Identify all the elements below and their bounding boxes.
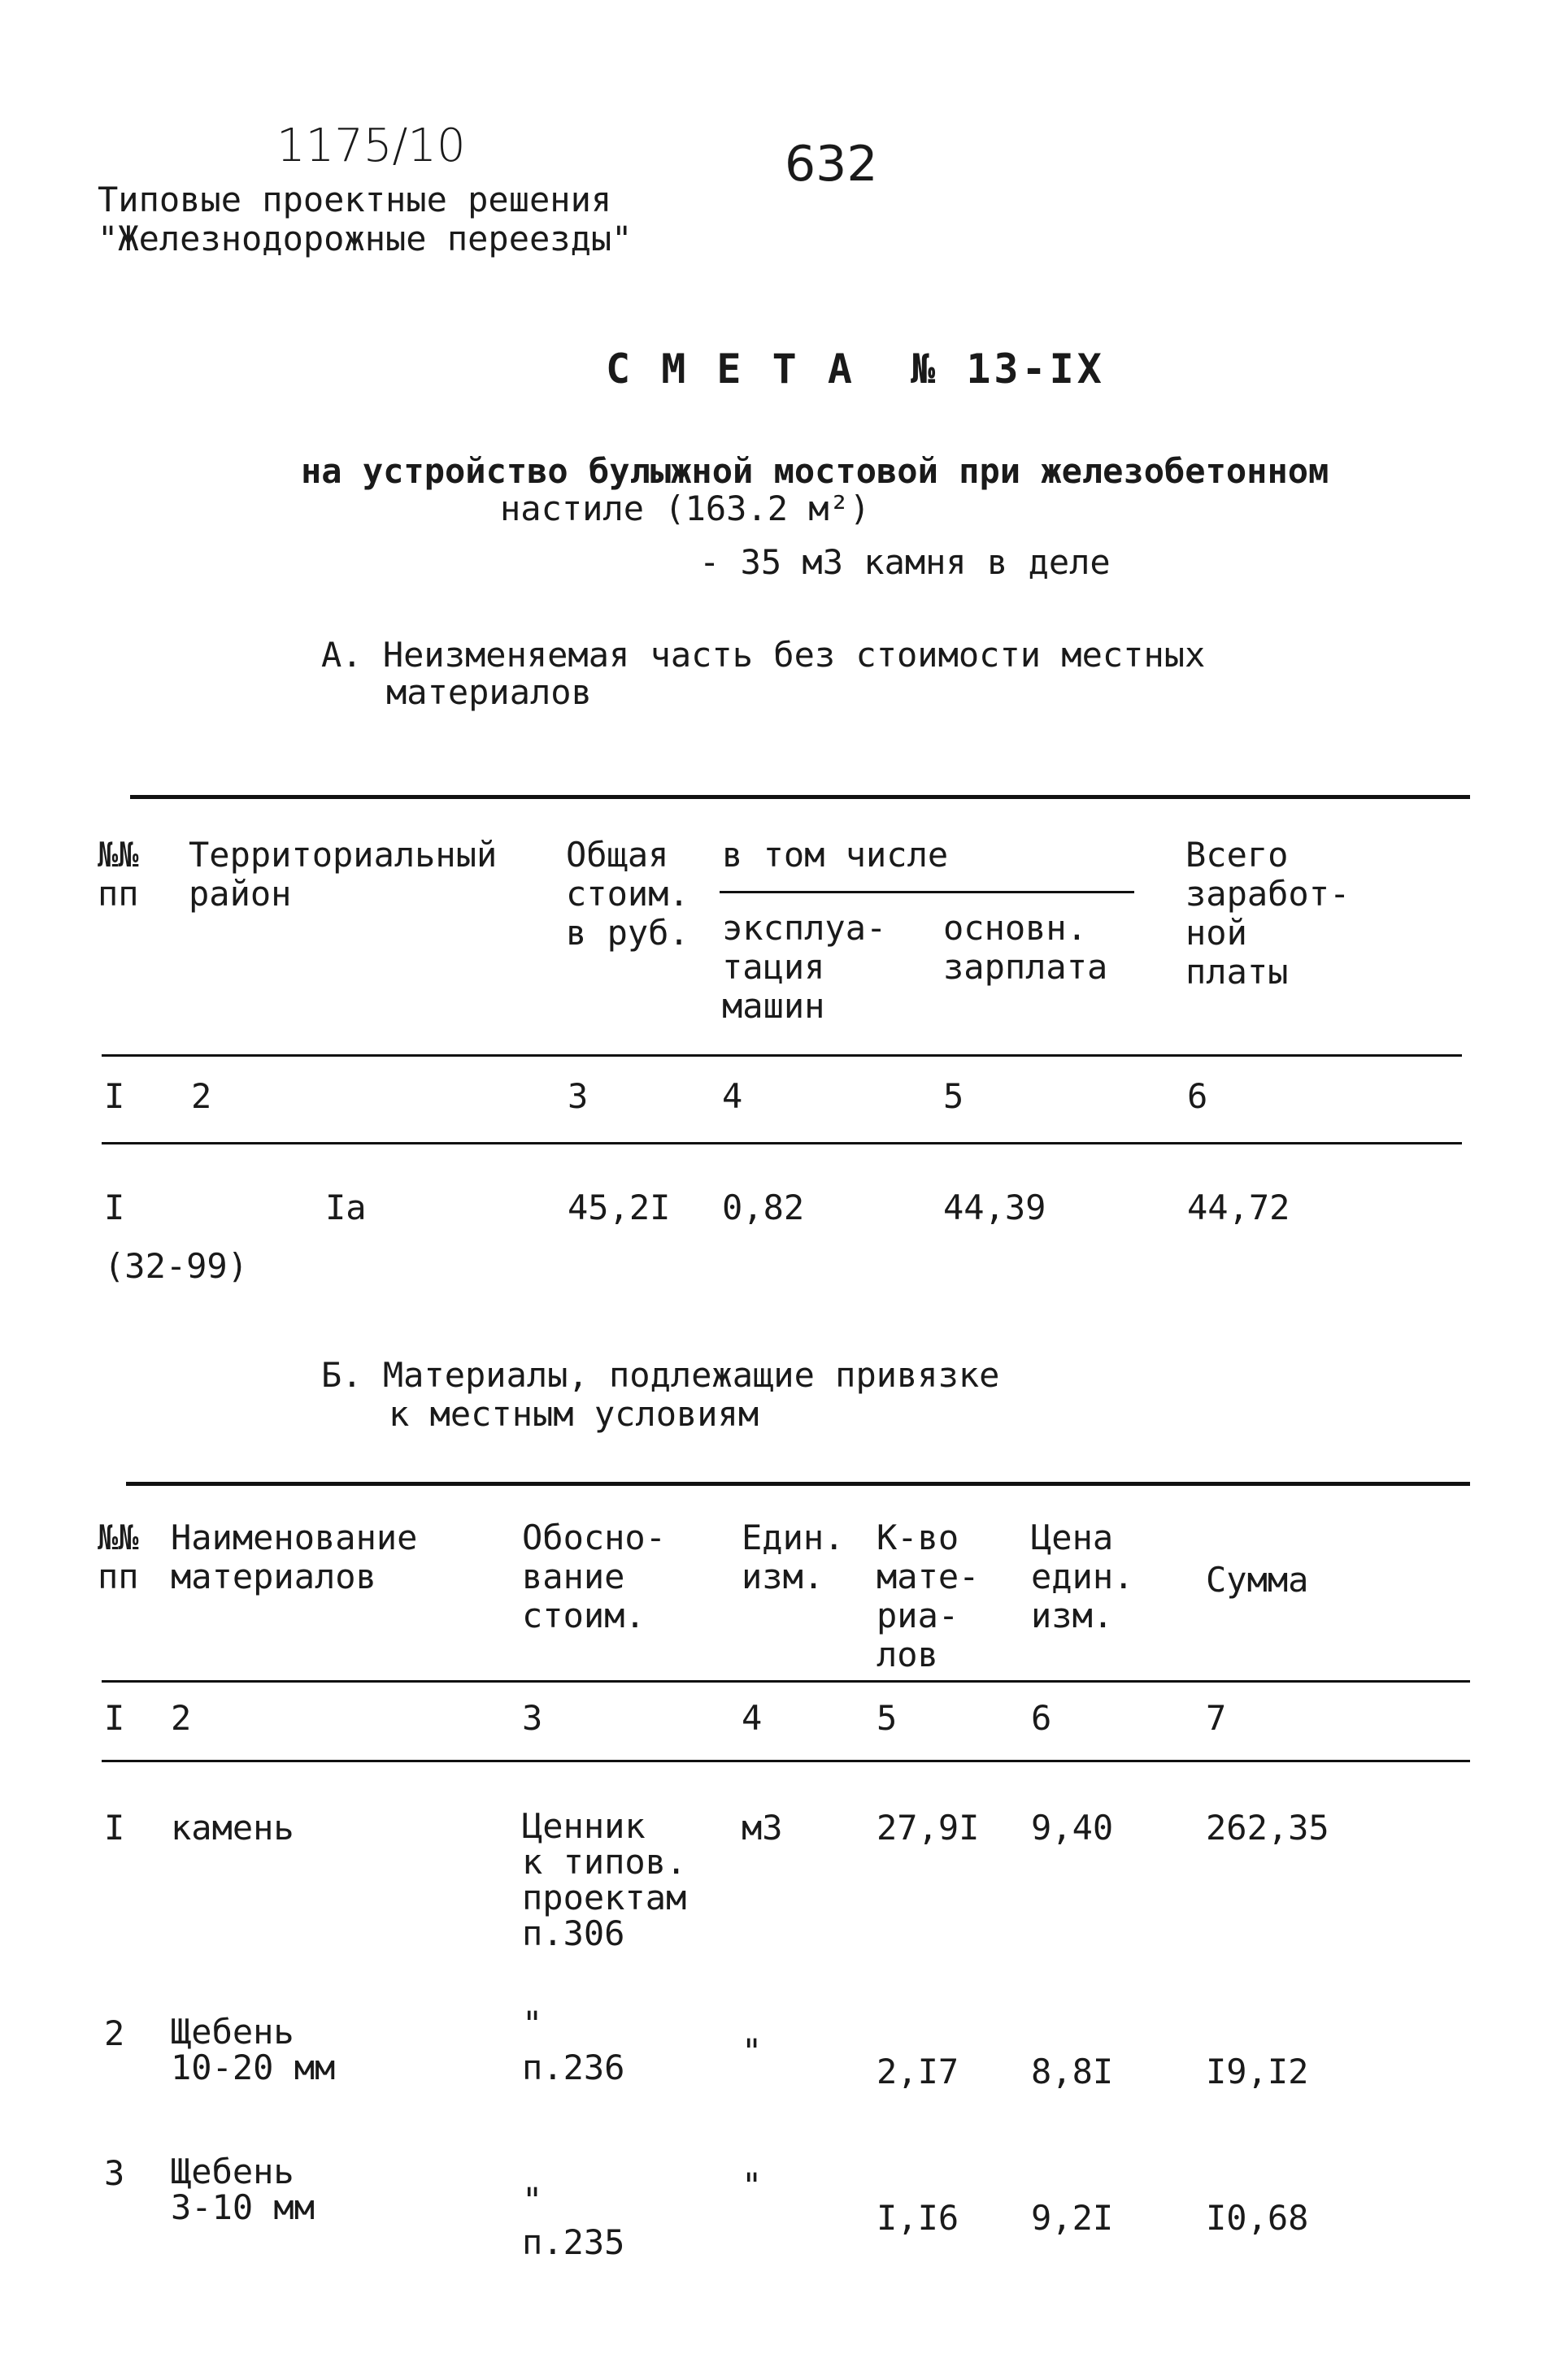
table-b-row3-price: 9,2I (1031, 2198, 1114, 2238)
table-a-row-total: 45,2I (568, 1188, 671, 1227)
table-b-row1-num: I (104, 1808, 125, 1848)
estimate-subtitle-line3: - 35 м3 камня в деле (699, 542, 1111, 582)
table-a-row-machines: 0,82 (722, 1188, 805, 1227)
estimate-heading: С М Е Т А № 13-IX (606, 345, 1105, 393)
section-a-title-line1: А. Неизменяемая часть без стоимости местных (321, 635, 1206, 675)
table-a-header-num: №№ пп (98, 835, 139, 914)
table-b-row2-name: Щебень 10-20 мм (171, 2012, 336, 2087)
table-b-row3-num: 3 (104, 2153, 125, 2193)
section-b-title-line1: Б. Материалы, подлежащие привязке (321, 1355, 1000, 1395)
table-b-colnum-6: 6 (1031, 1698, 1052, 1738)
table-a-row-num: I (104, 1188, 125, 1227)
table-a-row-salary: 44,39 (943, 1188, 1046, 1227)
table-b-top-rule (126, 1482, 1470, 1486)
table-a-header-rule (102, 1054, 1462, 1057)
table-a-header-machines: эксплуа- тация машин (722, 908, 887, 1026)
series-title-line2: "Железнодорожные переезды" (98, 219, 633, 258)
table-b-row1-name: камень (171, 1808, 294, 1848)
table-a-row-region: Iа (325, 1188, 367, 1227)
table-a-header-region: Территориальный район (189, 835, 498, 914)
estimate-subtitle-line1: на устройство булыжной мостовой при железобетонном (301, 451, 1329, 491)
table-b-row3-ditto: " (522, 2180, 543, 2220)
table-b-row2-qty: 2,I7 (877, 2052, 959, 2091)
table-a-colnum-4: 4 (722, 1076, 743, 1116)
table-a-header-all-salary: Всего заработ- ной платы (1185, 835, 1351, 992)
table-b-row2-price: 8,8I (1031, 2052, 1114, 2091)
table-b-colnum-3: 3 (522, 1698, 543, 1738)
table-b-row1-unit: м3 (742, 1808, 783, 1848)
table-a-colnum-2: 2 (191, 1076, 212, 1116)
table-b-row3-name: Щебень 3-10 мм (171, 2152, 315, 2227)
table-b-row1-price: 9,40 (1031, 1808, 1114, 1848)
document-number: 1175/10 (276, 119, 466, 172)
table-b-row3-qty: I,I6 (877, 2198, 959, 2238)
table-b-body-rule (102, 1760, 1470, 1762)
table-b-header-price: Цена един. изм. (1031, 1518, 1134, 1635)
estimate-subtitle-line2: настиле (163.2 м²) (500, 489, 871, 528)
table-b-row3-sum: I0,68 (1206, 2198, 1309, 2238)
table-b-header-num: №№ пп (98, 1518, 139, 1596)
table-b-header-unit: Един. изм. (742, 1518, 845, 1596)
table-a-colnum-5: 5 (943, 1076, 964, 1116)
table-b-header-rule (102, 1680, 1470, 1683)
table-a-header-salary: основн. зарплата (943, 908, 1108, 987)
table-a-colnum-6: 6 (1187, 1076, 1208, 1116)
table-b-header-name: Наименование материалов (171, 1518, 418, 1596)
table-b-row2-ditto: " (522, 2004, 543, 2043)
table-a-row-num-sub: (32-99) (104, 1246, 249, 1286)
series-title-line1: Типовые проектные решения (98, 180, 612, 219)
table-b-header-qty: К-во мате- риа- лов (877, 1518, 980, 1674)
table-b-colnum-4: 4 (742, 1698, 763, 1738)
table-b-row2-unit: " (742, 2031, 763, 2071)
table-b-row2-num: 2 (104, 2013, 125, 2053)
table-a-header-subrule (720, 891, 1134, 893)
section-b-title-line2: к местным условиям (389, 1394, 759, 1434)
table-a-colnum-3: 3 (568, 1076, 589, 1116)
table-b-header-basis: Обосно- вание стоим. (522, 1518, 667, 1635)
table-b-row2-basis: п.236 (522, 2048, 625, 2087)
table-b-row1-basis: Ценник к типов. проектам п.306 (522, 1806, 687, 1953)
table-a-row-all-salary: 44,72 (1187, 1188, 1290, 1227)
table-b-colnum-1: I (104, 1698, 125, 1738)
table-b-row1-qty: 27,9I (877, 1808, 980, 1848)
page-number: 632 (785, 136, 878, 193)
table-a-body-rule (102, 1142, 1462, 1144)
table-b-colnum-2: 2 (171, 1698, 192, 1738)
table-b-row2-sum: I9,I2 (1206, 2052, 1309, 2091)
table-b-colnum-7: 7 (1206, 1698, 1227, 1738)
table-b-row3-unit: " (742, 2165, 763, 2205)
section-a-title-line2: материалов (386, 672, 592, 712)
table-a-header-incl: в том числе (722, 835, 949, 875)
table-b-row3-basis: п.235 (522, 2222, 625, 2262)
table-b-colnum-5: 5 (877, 1698, 898, 1738)
table-b-row1-sum: 262,35 (1206, 1808, 1329, 1848)
table-a-header-total: Общая стоим. в руб. (566, 835, 689, 953)
table-b-header-sum: Сумма (1206, 1560, 1309, 1600)
table-a-colnum-1: I (104, 1076, 125, 1116)
table-a-top-rule (130, 795, 1470, 799)
